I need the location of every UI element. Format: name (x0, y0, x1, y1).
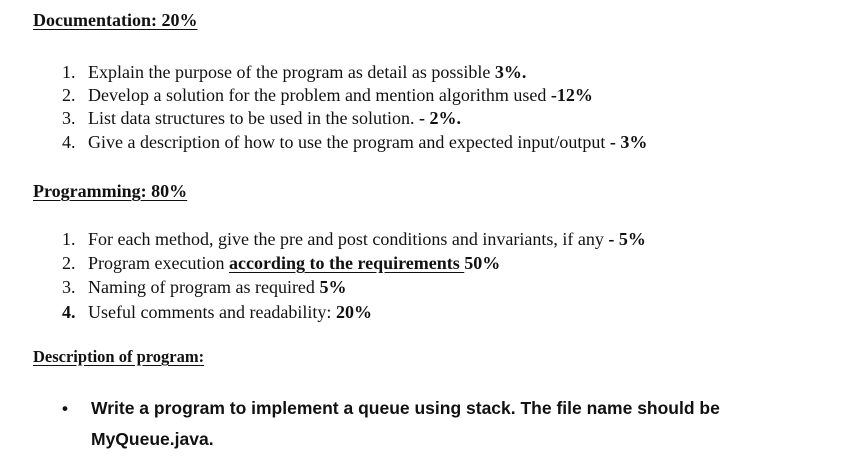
item-weight: - 5% (608, 229, 646, 249)
item-weight: - 3% (609, 132, 648, 152)
item-text: List data structures to be used in the solution. (88, 108, 419, 128)
item-text: Develop a solution for the problem and mention algorithm used (88, 85, 551, 105)
bullet-dot: • (62, 399, 68, 418)
item-weight: 5% (319, 277, 347, 297)
documentation-item-2 (62, 84, 593, 106)
item-weight: 20% (335, 302, 372, 322)
documentation-heading: Documentation: 20% (33, 10, 198, 30)
description-text: Write a program to implement a queue using stack. The file name should be MyQueue.java. (91, 398, 720, 449)
item-text: Naming of program as required (88, 277, 320, 297)
programming-item-3 (62, 276, 346, 298)
description-heading: Description of program: (33, 347, 205, 366)
item-number: 3. (62, 277, 76, 297)
programming-item-1 (62, 228, 646, 250)
programming-heading: Programming: 80% (33, 181, 188, 201)
item-weight: 3%. (494, 62, 527, 82)
documentation-item-3 (62, 107, 461, 129)
documentation-item-4 (62, 131, 647, 153)
item-text: Explain the purpose of the program as detail as possible (88, 62, 495, 82)
item-number: 2. (62, 85, 76, 105)
item-weight: - 2%. (418, 108, 461, 128)
item-number: 4. (62, 302, 76, 322)
description-bullet (62, 393, 832, 455)
programming-item-2 (62, 252, 500, 274)
item-weight: -12% (550, 85, 593, 105)
item-text: For each method, give the pre and post conditions and invariants, if any (88, 229, 609, 249)
documentation-item-1 (62, 61, 526, 83)
item-number: 1. (62, 229, 76, 249)
item-text: Useful comments and readability: (88, 302, 336, 322)
item-number: 1. (62, 62, 76, 82)
item-number: 4. (62, 132, 76, 152)
item-weight: 50% (464, 253, 501, 273)
item-text: Give a description of how to use the program and expected input/output (88, 132, 610, 152)
requirements-underlined: according to the requirements (228, 253, 465, 273)
item-number: 2. (62, 253, 76, 273)
item-text: Program execution (88, 253, 229, 273)
item-number: 3. (62, 108, 76, 128)
programming-item-4 (62, 301, 372, 323)
